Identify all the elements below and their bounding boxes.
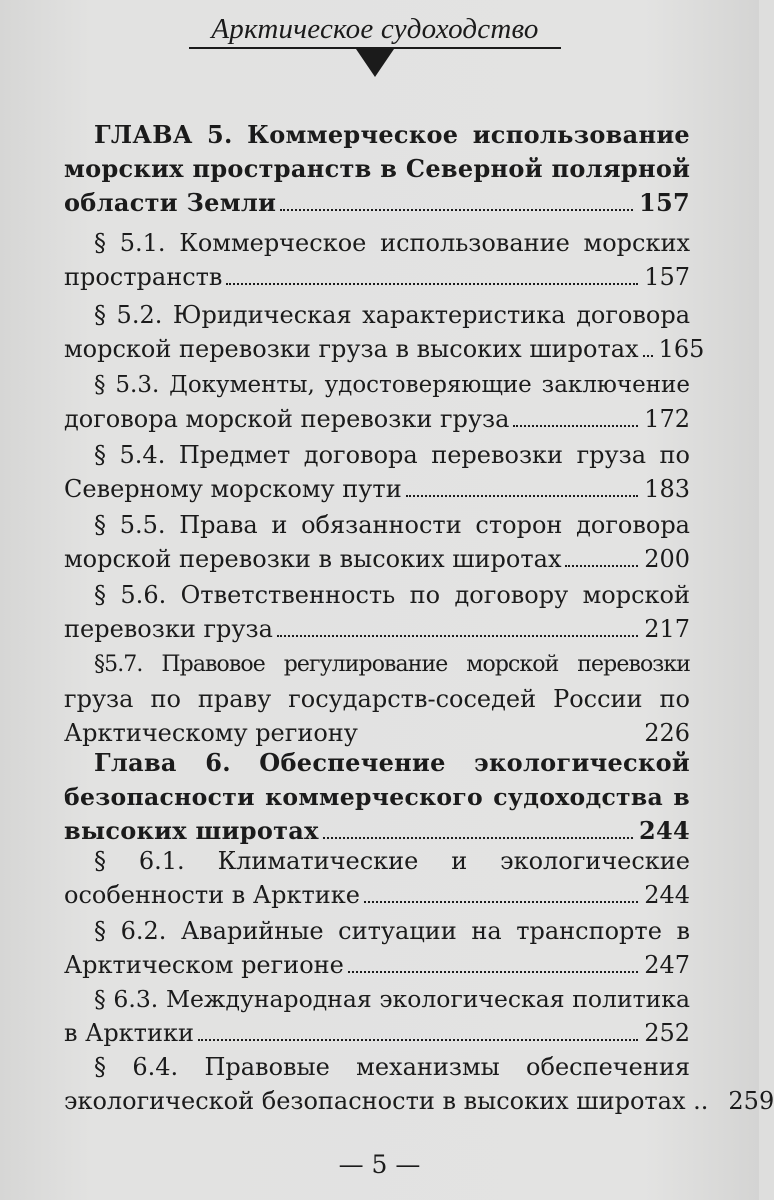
toc-entry-line: Арктическому региону [64, 719, 358, 747]
toc-entry-line: § 5.6. Ответственность по договору морской [94, 581, 690, 609]
toc-entry-line: Арктическом регионе [64, 951, 344, 979]
toc-entry-line: ГЛАВА 5. Коммерческое использование [94, 120, 690, 149]
dot-leader [226, 261, 638, 285]
toc-entry-section-5-7[interactable] [64, 648, 690, 750]
dot-leader [565, 543, 638, 567]
toc-entry-line: § 6.3. Международная экологическая политика [94, 985, 690, 1013]
toc-page-number: 200 [644, 545, 690, 573]
toc-entry-line: §5.7. Правовое регулирование морской перевозки [94, 652, 690, 677]
toc-entry-line: безопасности коммерческого судоходства в [64, 783, 690, 811]
toc-page-number: 157 [639, 188, 690, 217]
toc-entry-line: Глава 6. Обеспечение экологической [94, 748, 690, 777]
toc-entry-section-5-4[interactable] [64, 438, 690, 506]
toc-entry-chapter-6[interactable] [64, 746, 690, 848]
toc-entry-section-5-6[interactable] [64, 578, 690, 646]
dot-leader [323, 815, 633, 839]
toc-entry-line: § 5.4. Предмет договора перевозки груза по [94, 441, 690, 469]
toc-page-number: 217 [644, 615, 690, 643]
toc-entry-line: морских пространств в Северной полярной [64, 154, 691, 183]
toc-entry-line: в Арктики [64, 1019, 194, 1047]
toc-entry-section-5-1[interactable] [64, 226, 690, 294]
dot-leader [513, 403, 638, 427]
running-head: Арктическое судоходство [211, 13, 539, 45]
toc-entry-line: морской перевозки груза в высоких широтах [64, 335, 639, 363]
toc-entry-section-6-1[interactable] [64, 844, 690, 912]
toc-entry-line: Северному морскому пути [64, 475, 402, 503]
toc-entry-line: § 5.2. Юридическая характеристика договора [94, 301, 690, 329]
toc-page-number: 183 [644, 475, 690, 503]
toc-entry-line: морской перевозки в высоких широтах [64, 545, 562, 573]
toc-page-number: 252 [644, 1019, 690, 1047]
toc-entry-section-5-2[interactable] [64, 298, 705, 366]
toc-entry-line: перевозки груза [64, 615, 273, 643]
toc-entry-line: § 5.3. Документы, удостоверяющие заключение [94, 372, 690, 398]
toc-entry-section-5-3[interactable] [64, 368, 690, 436]
toc-entry-line: экологической безопасности в высоких широтах .. [64, 1087, 709, 1115]
toc-entry-line: § 6.1. Климатические и экологические [94, 847, 690, 875]
toc-entry-line: § 5.5. Права и обязанности сторон договора [94, 511, 690, 539]
toc-page-number: 259 [728, 1087, 774, 1115]
toc-page-number: 247 [644, 951, 690, 979]
toc-entry-line: договора морской перевозки груза [64, 405, 510, 433]
dot-leader [198, 1017, 638, 1041]
dot-leader [348, 949, 638, 973]
page-number: — 5 — [338, 1150, 421, 1179]
toc-entry-chapter-5[interactable] [64, 118, 690, 220]
toc-entry-line: § 5.1. Коммерческое использование морских [94, 229, 690, 257]
toc-page-number: 157 [644, 263, 690, 291]
toc-page-number: 226 [644, 719, 690, 747]
dot-leader [280, 187, 633, 211]
dot-leader [364, 879, 638, 903]
toc-page-number: 165 [658, 335, 705, 363]
toc-entry-section-6-3[interactable] [64, 982, 690, 1050]
toc-page-number: 244 [639, 816, 690, 845]
toc-page-number: 244 [644, 881, 690, 909]
toc-entry-line: § 6.2. Аварийные ситуации на транспорте в [94, 917, 690, 945]
toc-entry-line: области Земли [64, 188, 277, 217]
dot-leader [277, 613, 638, 637]
toc-entry-section-6-4[interactable] [64, 1050, 774, 1118]
toc-entry-line: высоких широтах [64, 816, 319, 845]
toc-page-number: 172 [644, 405, 690, 433]
toc-entry-line: груза по праву государств-соседей России по [64, 685, 690, 713]
toc-entry-section-5-5[interactable] [64, 508, 690, 576]
toc-entry-line: пространств [64, 263, 223, 291]
dot-leader [362, 717, 638, 741]
toc-entry-line: § 6.4. Правовые механизмы обеспечения [94, 1053, 690, 1081]
toc-entry-line: особенности в Арктике [64, 881, 360, 909]
toc-entry-section-6-2[interactable] [64, 914, 690, 982]
dot-leader [406, 473, 639, 497]
dot-leader [712, 1085, 722, 1109]
dot-leader [643, 333, 653, 357]
